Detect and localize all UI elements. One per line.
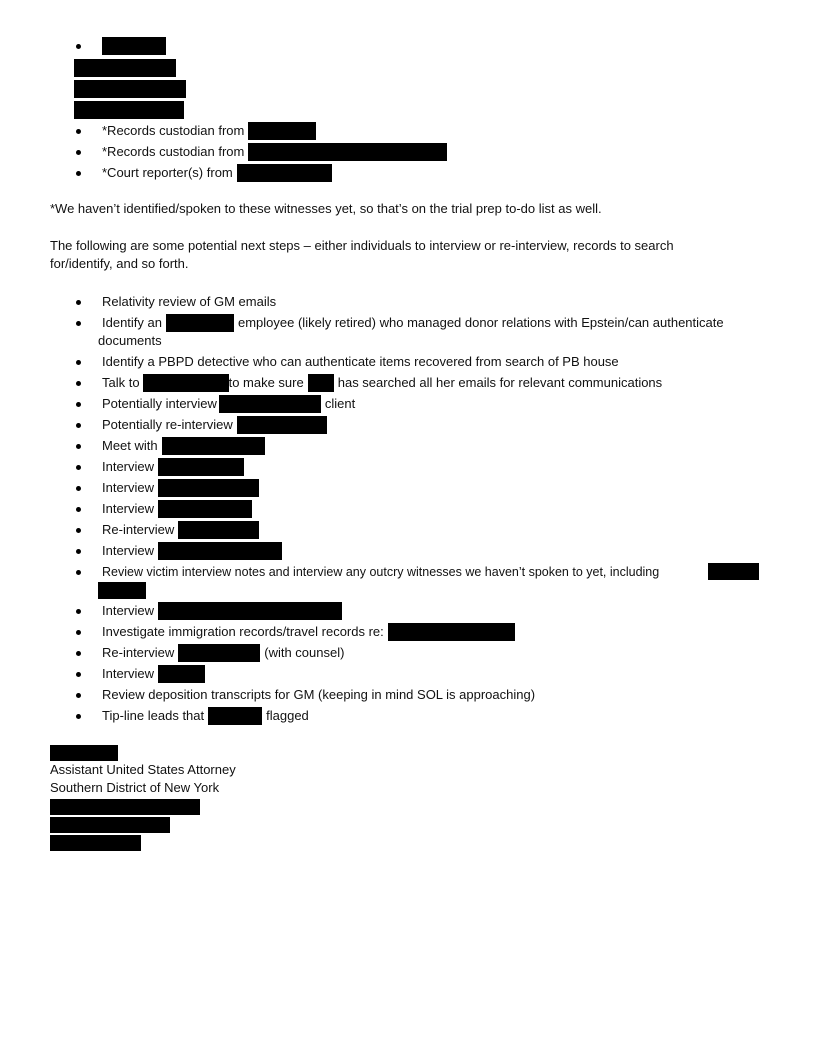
bullet	[76, 381, 81, 386]
redaction-block	[158, 479, 259, 497]
list-item	[102, 500, 252, 518]
bullet	[76, 402, 81, 407]
item-text: Interview	[102, 480, 155, 495]
item-text: Tip-line leads that	[102, 708, 205, 723]
list-item	[102, 314, 724, 332]
item-text: (with counsel)	[264, 645, 345, 660]
list-item	[102, 353, 619, 371]
list-item	[102, 602, 342, 620]
redaction-block	[50, 817, 170, 833]
item-text: Relativity review of GM emails	[102, 294, 277, 309]
item-text: Review deposition transcripts for GM (keeping in mind SOL is approaching)	[102, 687, 536, 702]
intro-paragraph: The following are some potential next steps – either individuals to interview or re-interview, records to search for/identify, and so forth.	[50, 238, 674, 271]
bullet	[76, 693, 81, 698]
item-text: Potentially re-interview	[102, 417, 233, 432]
redaction-block	[98, 582, 146, 599]
list-item	[102, 374, 662, 392]
item-text: Re-interview	[102, 522, 175, 537]
item-text: Interview	[102, 459, 155, 474]
redaction-block	[208, 707, 262, 725]
item-text: Interview	[102, 543, 155, 558]
list-item	[102, 542, 282, 560]
bullet	[76, 360, 81, 365]
redaction-block	[50, 745, 118, 761]
item-text: Interview	[102, 603, 155, 618]
bullet	[76, 300, 81, 305]
item-text: Talk to	[102, 375, 140, 390]
redaction-block	[248, 143, 447, 161]
bullet	[76, 444, 81, 449]
item-text: to make sure	[228, 375, 304, 390]
redaction-block	[308, 374, 334, 392]
redaction-block	[388, 623, 515, 641]
redaction-block	[158, 500, 252, 518]
bullet	[76, 528, 81, 533]
list-item	[102, 623, 515, 641]
note-paragraph: *We haven’t identified/spoken to these witnesses yet, so that’s on the trial prep to-do list as well.	[50, 201, 602, 216]
redaction-block	[74, 80, 186, 98]
redaction-block	[162, 437, 265, 455]
item-text: Interview	[102, 501, 155, 516]
redaction-block	[166, 314, 234, 332]
item-text: *Records custodian from	[102, 144, 245, 159]
bullet	[76, 321, 81, 326]
redaction-block	[74, 59, 176, 77]
item-text: Investigate immigration records/travel records re:	[102, 624, 384, 639]
redaction-block	[50, 799, 200, 815]
item-text: Potentially interview	[102, 396, 217, 411]
bullet	[76, 630, 81, 635]
list-item	[102, 479, 259, 497]
bullet	[76, 651, 81, 656]
redaction-block	[219, 395, 321, 413]
list-item	[102, 122, 316, 140]
bullet	[76, 570, 81, 575]
bullet	[76, 609, 81, 614]
redaction-block	[50, 835, 141, 851]
item-text: Review victim interview notes and interview any outcry witnesses we haven’t spoken to yet, including	[102, 565, 660, 579]
bullet	[76, 150, 81, 155]
list-item	[102, 395, 355, 413]
item-text: Interview	[102, 666, 155, 681]
list-item	[102, 644, 344, 662]
list-item	[102, 437, 265, 455]
list-item	[102, 521, 259, 539]
list-item-continuation	[98, 332, 162, 350]
redaction-block	[237, 164, 332, 182]
redaction-block	[158, 665, 205, 683]
bullet	[76, 549, 81, 554]
list-item	[102, 686, 535, 704]
list-item	[102, 563, 659, 581]
list-item	[102, 143, 447, 161]
bullet	[76, 129, 81, 134]
redaction-block	[158, 602, 342, 620]
item-text: has searched all her emails for relevant communications	[337, 375, 663, 390]
bullet	[76, 486, 81, 491]
redaction-block	[178, 644, 260, 662]
redaction-block	[708, 563, 759, 580]
redaction-block	[178, 521, 259, 539]
item-text: *Court reporter(s) from	[102, 165, 233, 180]
bullet	[76, 672, 81, 677]
signature-office: Southern District of New York	[50, 780, 220, 795]
item-text: Meet with	[102, 438, 158, 453]
list-item	[102, 458, 244, 476]
bullet	[76, 507, 81, 512]
list-item	[102, 293, 276, 311]
item-text: Identify a PBPD detective who can authenticate items recovered from search of PB house	[102, 354, 619, 369]
bullet	[76, 465, 81, 470]
item-text: documents	[98, 333, 162, 348]
redaction-block	[248, 122, 316, 140]
bullet	[76, 423, 81, 428]
bullet	[76, 714, 81, 719]
redaction-block	[143, 374, 229, 392]
item-text: *Records custodian from	[102, 123, 245, 138]
redaction-block	[158, 458, 244, 476]
item-text: flagged	[266, 708, 309, 723]
list-item	[102, 164, 332, 182]
redaction-block	[158, 542, 282, 560]
signature-title: Assistant United States Attorney	[50, 762, 236, 777]
redaction-block	[74, 101, 184, 119]
redaction-block	[102, 37, 166, 55]
item-text: client	[324, 396, 356, 411]
item-text: Identify an	[102, 315, 162, 330]
item-text: employee (likely retired) who managed donor relations with Epstein/can authenticate	[238, 315, 724, 330]
list-item	[102, 665, 205, 683]
list-item	[102, 416, 327, 434]
list-item	[102, 707, 309, 725]
bullet	[76, 44, 81, 49]
bullet	[76, 171, 81, 176]
redaction-block	[237, 416, 327, 434]
item-text: Re-interview	[102, 645, 175, 660]
